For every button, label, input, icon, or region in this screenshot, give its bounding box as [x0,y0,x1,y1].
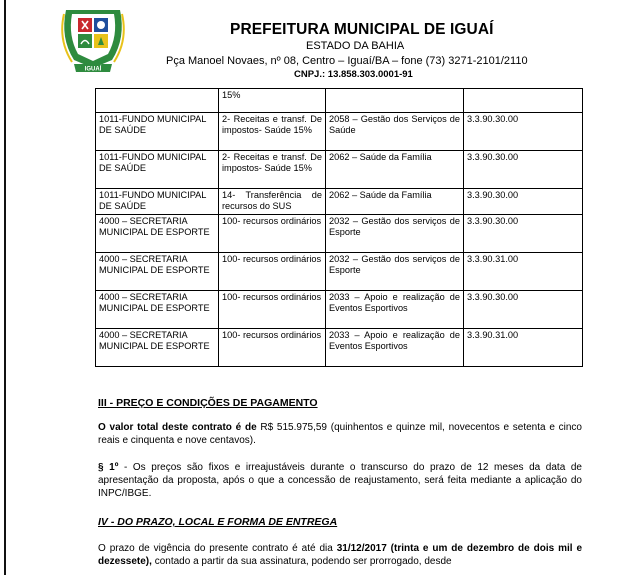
contract-value-amount: R$ 515.975,59 [260,422,327,433]
contract-value-words: (quinhentos e quinze mil, novecentos e setenta e cinco reais e cinquenta e nove centavos). [98,422,582,446]
budget-unit-cell: 1011-FUNDO MUNICIPAL DE SAÚDE [96,113,219,151]
term-text-before: O prazo de vigência do presente contrato é até dia [98,543,333,554]
resource-source-cell: 14- Transferência de recursos do SUS [219,189,326,215]
budget-action-cell: 2033 – Apoio e realização de Eventos Esportivos [326,291,464,329]
municipal-coat-of-arms-icon [58,4,128,74]
budget-action-cell: 2032 – Gestão dos serviços de Esporte [326,253,464,291]
section-iv-heading [98,516,337,529]
expense-element-cell: 3.3.90.30.00 [464,151,583,189]
table-row [96,329,583,367]
table-row [96,89,583,113]
budget-allocation-table [95,88,583,367]
expense-element-cell: 3.3.90.30.00 [464,113,583,151]
table-row [96,291,583,329]
budget-unit-cell: 4000 – SECRETARIA MUNICIPAL DE ESPORTE [96,329,219,367]
budget-action-cell: 2032 – Gestão dos serviços de Esporte [326,215,464,253]
resource-source-cell: 2- Receitas e transf. De impostos- Saúde 15% [219,151,326,189]
budget-unit-cell [96,89,219,113]
table-row [96,253,583,291]
resource-source-cell: 15% [219,89,326,113]
term-date: 31/12/2017 (trinta e um de dezembro de dois mil e dezessete), [98,543,583,567]
budget-action-cell: 2033 – Apoio e realização de Eventos Esportivos [326,329,464,367]
budget-unit-cell: 1011-FUNDO MUNICIPAL DE SAÚDE [96,151,219,189]
municipality-title: PREFEITURA MUNICIPAL DE IGUAÍ [230,21,494,38]
table-row [96,151,583,189]
table-row [96,215,583,253]
cnpj-number: CNPJ.: 13.858.303.0001-91 [294,69,413,80]
term-paragraph [98,542,582,568]
expense-element-cell: 3.3.90.31.00 [464,329,583,367]
resource-source-cell: 100- recursos ordinários [219,215,326,253]
resource-source-cell: 100- recursos ordinários [219,253,326,291]
budget-action-cell: 2062 – Saúde da Família [326,151,464,189]
paragraph-1 [98,461,582,500]
state-name: ESTADO DA BAHIA [306,40,405,52]
expense-element-cell [464,89,583,113]
municipality-address: Pça Manoel Novaes, nº 08, Centro – Iguaí/BA – fone (73) 3271-2101/2110 [166,55,528,67]
expense-element-cell: 3.3.90.30.00 [464,189,583,215]
paragraph-1-label: § 1º [98,462,119,473]
budget-action-cell: 2062 – Saúde da Família [326,189,464,215]
left-border-line [4,0,6,575]
logo-text: IGUAÍ [84,66,102,73]
section-iv-heading-text: IV - DO PRAZO, LOCAL E FORMA DE ENTREGA [98,516,338,528]
budget-unit-cell: 1011-FUNDO MUNICIPAL DE SAÚDE [96,189,219,215]
expense-element-cell: 3.3.90.30.00 [464,215,583,253]
budget-unit-cell: 4000 – SECRETARIA MUNICIPAL DE ESPORTE [96,253,219,291]
contract-value-paragraph [98,421,582,447]
resource-source-cell: 100- recursos ordinários [219,291,326,329]
table-row [96,189,583,215]
budget-action-cell: 2058 – Gestão dos Serviços de Saúde [326,113,464,151]
budget-action-cell [326,89,464,113]
contract-value-label: O valor total deste contrato é de [98,422,257,433]
expense-element-cell: 3.3.90.30.00 [464,291,583,329]
resource-source-cell: 2- Receitas e transf. De impostos- Saúde 15% [219,113,326,151]
budget-unit-cell: 4000 – SECRETARIA MUNICIPAL DE ESPORTE [96,215,219,253]
budget-unit-cell: 4000 – SECRETARIA MUNICIPAL DE ESPORTE [96,291,219,329]
resource-source-cell: 100- recursos ordinários [219,329,326,367]
paragraph-1-text: - Os preços são fixos e irreajustáveis durante o transcurso do prazo de 12 meses da data de apresentação da proposta, após o que a concessão de reajustamento, será feita mediante a aplicação do INPC/IBGE. [98,462,582,499]
expense-element-cell: 3.3.90.31.00 [464,253,583,291]
table-row [96,113,583,151]
term-text-after: contado a partir da sua assinatura, podendo ser prorrogado, desde [154,556,452,567]
section-iii-heading: III - PREÇO E CONDIÇÕES DE PAGAMENTO [98,397,318,409]
